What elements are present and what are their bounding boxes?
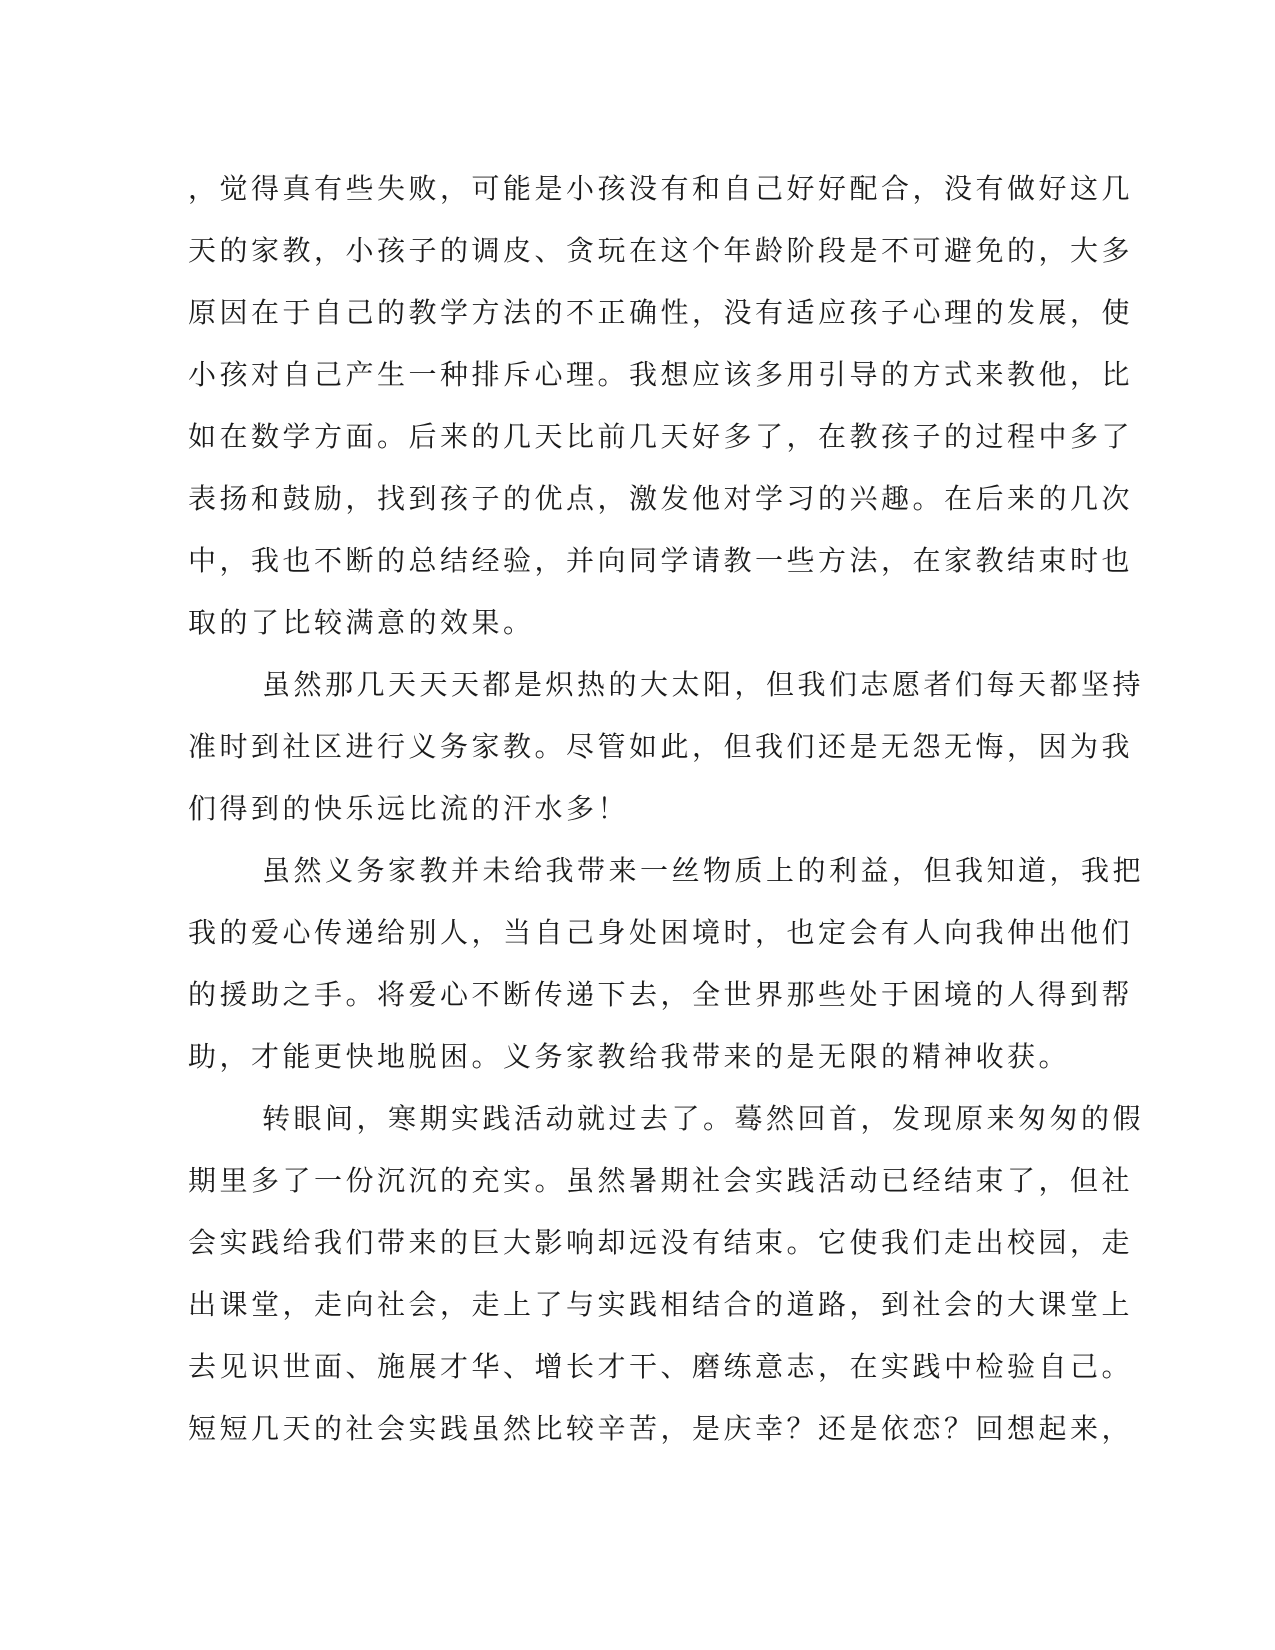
text-line: 会实践给我们带来的巨大影响却远没有结束。它使我们走出校园，走 xyxy=(188,1226,1134,1259)
text-line: 表扬和鼓励，找到孩子的优点，激发他对学习的兴趣。在后来的几次 xyxy=(188,482,1134,515)
paragraph-first-line: 虽然义务家教并未给我带来一丝物质上的利益，但我知道，我把 xyxy=(262,854,1145,887)
text-line: 期里多了一份沉沉的充实。虽然暑期社会实践活动已经结束了，但社 xyxy=(188,1164,1134,1197)
text-line: 们得到的快乐远比流的汗水多！ xyxy=(188,792,630,825)
paragraph-first-line: 转眼间，寒期实践活动就过去了。蓦然回首，发现原来匆匆的假 xyxy=(262,1102,1145,1135)
text-line: 出课堂，走向社会，走上了与实践相结合的道路，到社会的大课堂上 xyxy=(188,1288,1134,1321)
text-line: 取的了比较满意的效果。 xyxy=(188,606,535,639)
text-line: 准时到社区进行义务家教。尽管如此，但我们还是无怨无悔，因为我 xyxy=(188,730,1134,763)
text-line: 天的家教，小孩子的调皮、贪玩在这个年龄阶段是不可避免的，大多 xyxy=(188,234,1134,267)
text-line: 去见识世面、施展才华、增长才干、磨练意志，在实践中检验自己。 xyxy=(188,1350,1134,1383)
text-line: 短短几天的社会实践虽然比较辛苦，是庆幸？还是依恋？回想起来， xyxy=(188,1412,1134,1445)
text-line: ，觉得真有些失败，可能是小孩没有和自己好好配合，没有做好这几 xyxy=(188,172,1134,205)
text-line: 小孩对自己产生一种排斥心理。我想应该多用引导的方式来教他，比 xyxy=(188,358,1134,391)
paragraph-first-line: 虽然那几天天天都是炽热的大太阳，但我们志愿者们每天都坚持 xyxy=(262,668,1145,701)
text-line: 的援助之手。将爱心不断传递下去，全世界那些处于困境的人得到帮 xyxy=(188,978,1134,1011)
text-line: 如在数学方面。后来的几天比前几天好多了，在教孩子的过程中多了 xyxy=(188,420,1134,453)
text-line: 中，我也不断的总结经验，并向同学请教一些方法，在家教结束时也 xyxy=(188,544,1134,577)
text-line: 原因在于自己的教学方法的不正确性，没有适应孩子心理的发展，使 xyxy=(188,296,1134,329)
body-text xyxy=(188,158,1145,1460)
text-line: 我的爱心传递给别人，当自己身处困境时，也定会有人向我伸出他们 xyxy=(188,916,1134,949)
text-line: 助，才能更快地脱困。义务家教给我带来的是无限的精神收获。 xyxy=(188,1040,1071,1073)
